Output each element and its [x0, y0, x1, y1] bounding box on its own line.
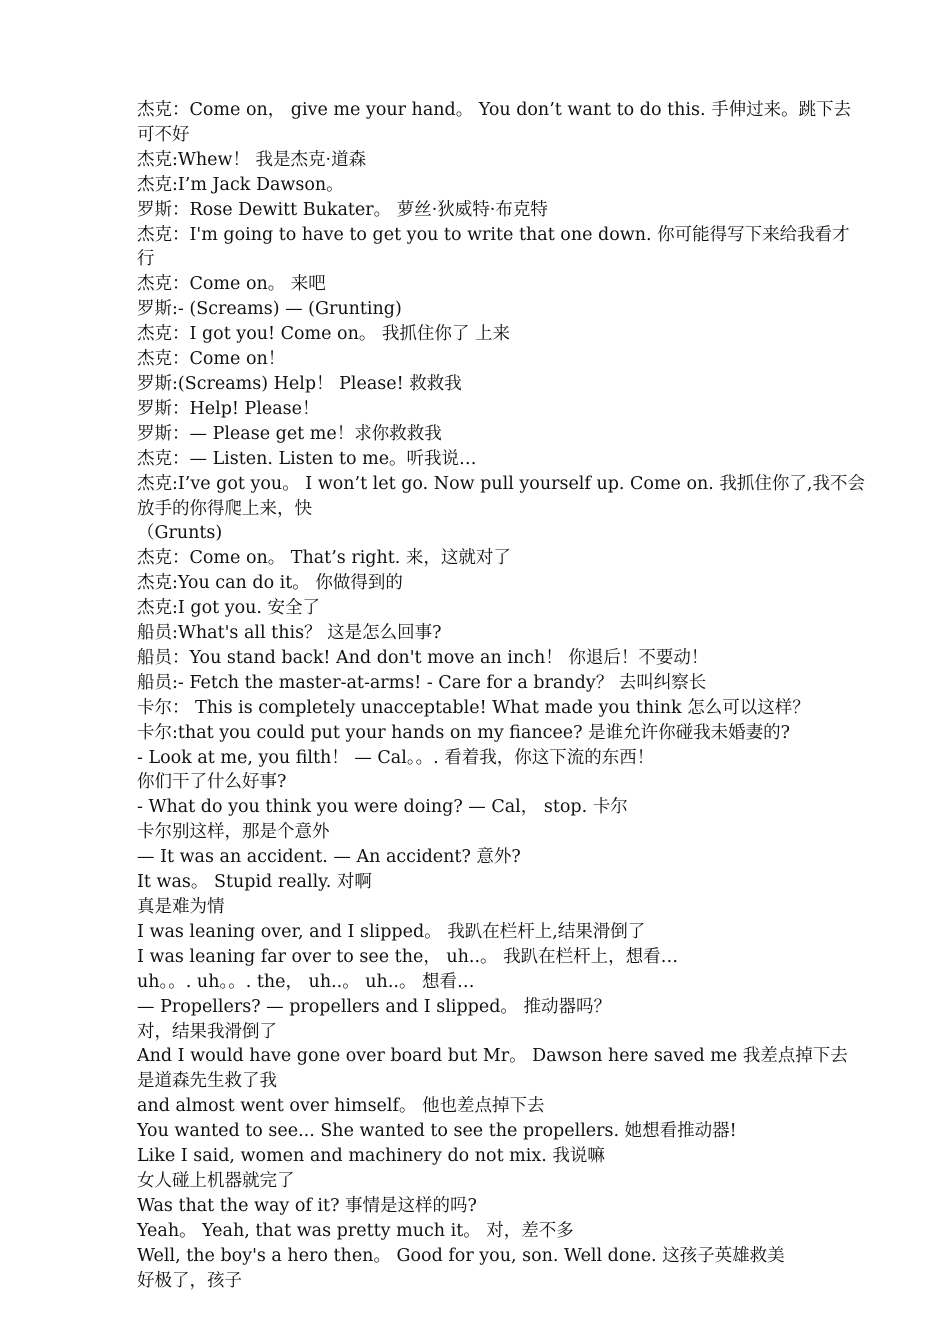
text-line: 杰克：Come on， give me your hand。 You don’t want to do this. 手伸过来。跳下去可不好 — [137, 100, 852, 145]
text-line: Like I said, women and machinery do not mix. 我说嘛 — [137, 1146, 605, 1167]
text-line: 真是难为情 — [137, 897, 225, 917]
text-line: 女人碰上机器就完了 — [137, 1170, 295, 1191]
text-line: and almost went over himself。 他也差点掉下去 — [137, 1096, 545, 1117]
text-line: uh。。. uh。。. the， uh..。 uh..。 想看… — [137, 971, 475, 992]
text-line: 杰克：Come on。 That’s right. 来，这就对了 — [137, 548, 511, 569]
text-line: - Look at me, you filth！ — Cal。。. 看着我，你这下流的东西！ — [137, 747, 655, 768]
text-line: 罗斯：Rose Dewitt Bukater。 萝丝·狄威特·布克特 — [137, 199, 548, 220]
text-line: I was leaning over, and I slipped。 我趴在栏杆上,结果滑倒了 — [137, 921, 646, 942]
text-line: Yeah。 Yeah, that was pretty much it。 对，差不多 — [137, 1220, 574, 1241]
text-line: 船员:What's all this？ 这是怎么回事? — [137, 623, 442, 644]
text-line: 罗斯:- (Screams) — (Grunting) — [137, 299, 402, 320]
text-line: — Propellers? — propellers and I slipped。 推动器吗？ — [137, 996, 611, 1017]
text-line: I was leaning far over to see the， uh..。 我趴在栏杆上，想看… — [137, 946, 679, 967]
text-line: You wanted to see... She wanted to see the propellers. 她想看推动器! — [137, 1121, 737, 1142]
text-line: 杰克:I’m Jack Dawson。 — [137, 174, 344, 195]
document-page — [137, 98, 865, 1294]
text-line: 杰克：— Listen. Listen to me。听我说… — [137, 448, 477, 469]
text-line: It was。 Stupid really. 对啊 — [137, 872, 372, 893]
text-line: — It was an accident. — An accident? 意外? — [137, 847, 521, 868]
text-line: 杰克：I'm going to have to get you to write that one down. 你可能得写下来给我看才行 — [137, 224, 850, 270]
text-line: 罗斯:(Screams) Help！ Please! 救救我 — [137, 373, 462, 394]
text-line: 杰克：Come on！ — [137, 349, 286, 370]
text-line: 对，结果我滑倒了 — [137, 1021, 277, 1042]
text-line: 杰克:I got you. 安全了 — [137, 598, 321, 619]
text-line: 船员：You stand back! And don't move an inch！ 你退后！不要动！ — [137, 647, 709, 668]
text-line: 船员:- Fetch the master-at-arms! - Care for a brandy？ 去叫纠察长 — [137, 672, 707, 693]
text-line: 杰克：I got you! Come on。 我抓住你了 上来 — [137, 324, 510, 345]
text-line: 卡尔:that you could put your hands on my fiancee? 是谁允许你碰我未婚妻的? — [137, 722, 790, 743]
text-line: 卡尔别这样，那是个意外 — [137, 822, 330, 843]
text-line: Well, the boy's a hero then。 Good for you, son. Well done. 这孩子英雄救美 — [137, 1245, 785, 1266]
text-line: - What do you think you were doing? — Cal， stop. 卡尔 — [137, 797, 628, 818]
text-line: （Grunts) — [137, 523, 223, 544]
text-line: 杰克:You can do it。 你做得到的 — [137, 573, 403, 594]
text-line: 你们干了什么好事? — [137, 772, 287, 793]
text-line: 杰克：Come on。 来吧 — [137, 274, 326, 295]
text-line: 杰克:I’ve got you。 I won’t let go. Now pull yourself up. Come on. 我抓住你了,我不会放手的你得爬上来，快 — [137, 473, 865, 519]
text-line: Was that the way of it? 事情是这样的吗? — [137, 1195, 477, 1216]
text-line: 是道森先生救了我 — [137, 1071, 277, 1092]
text-line: 卡尔： This is completely unacceptable! What made you think 怎么可以这样？ — [137, 697, 810, 718]
text-line: 罗斯：Help! Please！ — [137, 398, 320, 419]
text-line: 杰克:Whew！ 我是杰克·道森 — [137, 149, 367, 170]
text-line: 好极了，孩子 — [137, 1270, 242, 1291]
text-line: And I would have gone over board but Mr。 Dawson here saved me 我差点掉下去 — [137, 1046, 848, 1067]
text-line: 罗斯：— Please get me！求你救救我 — [137, 423, 442, 444]
